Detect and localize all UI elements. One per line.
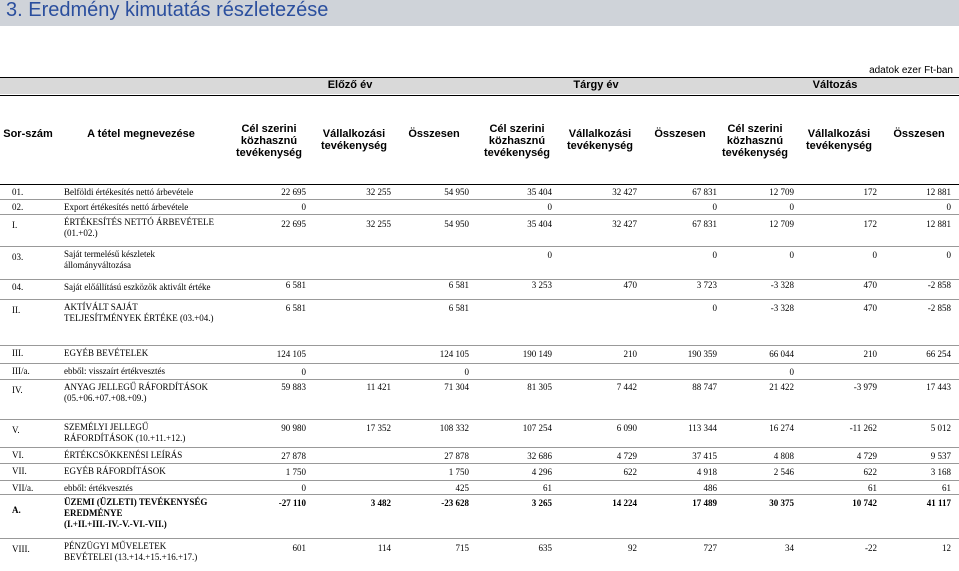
value-cell: 12 <box>942 543 951 553</box>
value-cell: 22 695 <box>281 219 306 229</box>
value-cell: 108 332 <box>439 423 469 433</box>
row-number: 02. <box>12 202 24 212</box>
value-cell: 22 695 <box>281 187 306 197</box>
row-number: 01. <box>12 187 24 197</box>
value-cell: -22 <box>865 543 877 553</box>
row-number: I. <box>12 220 18 230</box>
value-cell: 67 831 <box>692 219 717 229</box>
value-cell: 4 808 <box>773 451 794 461</box>
value-cell: 35 404 <box>527 187 552 197</box>
value-cell: -23 628 <box>441 498 469 508</box>
value-cell: -27 110 <box>278 498 306 508</box>
value-cell: -3 979 <box>853 382 877 392</box>
value-cell: 0 <box>946 202 951 212</box>
value-cell: 4 296 <box>531 467 552 477</box>
col-header-curr-public-benefit: Cél szerini közhasznú tevékenység <box>483 123 551 159</box>
value-cell: 12 881 <box>926 219 951 229</box>
value-cell: 0 <box>547 202 552 212</box>
col-header-change-business: Vállalkozási tevékenység <box>805 128 873 152</box>
value-cell: 6 090 <box>616 423 637 433</box>
value-cell: 622 <box>863 467 877 477</box>
value-cell: 3 482 <box>370 498 391 508</box>
value-cell: 190 149 <box>522 349 552 359</box>
row-number: IV. <box>12 385 23 395</box>
row-label: Saját termelésű készletek állományváltozása <box>64 249 155 270</box>
value-cell: 635 <box>538 543 552 553</box>
value-cell: 0 <box>712 250 717 260</box>
value-cell: -11 262 <box>849 423 877 433</box>
row-divider <box>0 480 959 481</box>
value-cell: 61 <box>942 483 951 493</box>
value-cell: 190 359 <box>687 349 717 359</box>
value-cell: 11 421 <box>366 382 391 392</box>
row-label: ÉRTÉKESÍTÉS NETTÓ ÁRBEVÉTELE (01.+02.) <box>64 217 214 238</box>
value-cell: 124 105 <box>276 349 306 359</box>
value-cell: 470 <box>863 280 877 290</box>
row-label: ÉRTÉKCSÖKKENÉSI LEÍRÁS <box>64 450 183 460</box>
value-cell: 601 <box>292 543 306 553</box>
value-cell: 66 044 <box>769 349 794 359</box>
value-cell: 0 <box>301 483 306 493</box>
row-label: ebből: visszaírt értékvesztés <box>64 366 165 376</box>
value-cell: 12 709 <box>769 219 794 229</box>
value-cell: 0 <box>872 250 877 260</box>
row-label: ÜZEMI (ÜZLETI) TEVÉKENYSÉG EREDMÉNYE (I.+II.+III.-IV.-V.-VI.-VII.) <box>64 497 208 529</box>
col-header-change-public-benefit: Cél szerini közhasznú tevékenység <box>721 123 789 159</box>
unit-note: adatok ezer Ft-ban <box>869 65 953 76</box>
value-cell: 470 <box>863 303 877 313</box>
value-cell: 88 747 <box>692 382 717 392</box>
value-cell: 0 <box>301 202 306 212</box>
value-cell: 27 878 <box>281 451 306 461</box>
row-divider <box>0 363 959 364</box>
value-cell: 34 <box>785 543 794 553</box>
value-cell: 81 305 <box>527 382 552 392</box>
value-cell: 17 352 <box>366 423 391 433</box>
value-cell: 0 <box>547 250 552 260</box>
value-cell: 6 581 <box>285 280 306 290</box>
col-header-prev-public-benefit: Cél szerini közhasznú tevékenység <box>235 123 303 159</box>
value-cell: 54 950 <box>444 187 469 197</box>
value-cell: 59 883 <box>281 382 306 392</box>
row-number: VI. <box>12 450 24 460</box>
row-label: EGYÉB RÁFORDÍTÁSOK <box>64 466 166 476</box>
value-cell: 3 253 <box>531 280 552 290</box>
value-cell: 210 <box>863 349 877 359</box>
value-cell: 12 709 <box>769 187 794 197</box>
row-label: Belföldi értékesítés nettó árbevétele <box>64 187 194 197</box>
col-header-item-name: A tétel megnevezése <box>87 128 195 140</box>
value-cell: 17 489 <box>692 498 717 508</box>
row-divider <box>0 345 959 346</box>
value-cell: -2 858 <box>927 303 951 313</box>
value-cell: 3 265 <box>531 498 552 508</box>
value-cell: 172 <box>863 187 877 197</box>
row-number: A. <box>12 505 21 515</box>
value-cell: 0 <box>464 367 469 377</box>
value-cell: 622 <box>623 467 637 477</box>
value-cell: 66 254 <box>926 349 951 359</box>
value-cell: 0 <box>301 367 306 377</box>
row-divider <box>0 419 959 420</box>
value-cell: 9 537 <box>930 451 951 461</box>
value-cell: 17 443 <box>926 382 951 392</box>
row-label: AKTÍVÁLT SAJÁT TELJESÍTMÉNYEK ÉRTÉKE (03.+04.) <box>64 302 214 323</box>
value-cell: 71 304 <box>444 382 469 392</box>
row-label: ebből: értékvesztés <box>64 483 133 493</box>
value-cell: 6 581 <box>285 303 306 313</box>
value-cell: 107 254 <box>522 423 552 433</box>
row-number: VIII. <box>12 544 30 554</box>
value-cell: 0 <box>789 202 794 212</box>
value-cell: 425 <box>455 483 469 493</box>
value-cell: 32 686 <box>527 451 552 461</box>
value-cell: 61 <box>543 483 552 493</box>
value-cell: 3 168 <box>930 467 951 477</box>
value-cell: 4 729 <box>616 451 637 461</box>
value-cell: 6 581 <box>448 280 469 290</box>
row-label: SZEMÉLYI JELLEGŰ RÁFORDÍTÁSOK (10.+11.+12.) <box>64 422 186 443</box>
value-cell: 0 <box>946 250 951 260</box>
value-cell: 1 750 <box>285 467 306 477</box>
col-header-change-total: Összesen <box>893 128 945 140</box>
value-cell: 32 255 <box>366 187 391 197</box>
value-cell: -3 328 <box>770 303 794 313</box>
row-number: 04. <box>12 282 24 292</box>
row-divider <box>0 299 959 300</box>
value-cell: -3 328 <box>770 280 794 290</box>
value-cell: 0 <box>712 202 717 212</box>
col-header-prev-business: Vállalkozási tevékenység <box>320 128 388 152</box>
col-header-prev-total: Összesen <box>408 128 460 140</box>
row-label: ANYAG JELLEGŰ RÁFORDÍTÁSOK (05.+06.+07.+08.+09.) <box>64 382 208 403</box>
value-cell: 92 <box>628 543 637 553</box>
row-divider <box>0 538 959 539</box>
value-cell: 54 950 <box>444 219 469 229</box>
value-cell: 5 012 <box>930 423 951 433</box>
row-divider <box>0 199 959 200</box>
row-number: III. <box>12 348 24 358</box>
page-title: 3. Eredmény kimutatás részletezése <box>6 0 329 21</box>
value-cell: 727 <box>703 543 717 553</box>
row-label: Export értékesítés nettó árbevétele <box>64 202 189 212</box>
group-header-current-year: Tárgy év <box>573 79 619 91</box>
row-divider <box>0 463 959 464</box>
value-cell: 35 404 <box>527 219 552 229</box>
value-cell: 14 224 <box>612 498 637 508</box>
col-header-curr-business: Vállalkozási tevékenység <box>566 128 634 152</box>
value-cell: 114 <box>377 543 391 553</box>
row-divider <box>0 246 959 247</box>
value-cell: 32 255 <box>366 219 391 229</box>
value-cell: 16 274 <box>769 423 794 433</box>
value-cell: 1 750 <box>448 467 469 477</box>
header-bottom-rule <box>0 184 959 185</box>
row-divider <box>0 494 959 495</box>
value-cell: 113 344 <box>688 423 717 433</box>
group-header-previous-year: Előző év <box>327 79 373 91</box>
value-cell: -2 858 <box>927 280 951 290</box>
value-cell: 90 980 <box>281 423 306 433</box>
row-divider <box>0 379 959 380</box>
value-cell: 470 <box>623 280 637 290</box>
value-cell: 210 <box>623 349 637 359</box>
value-cell: 32 427 <box>612 219 637 229</box>
value-cell: 10 742 <box>852 498 877 508</box>
value-cell: 67 831 <box>692 187 717 197</box>
row-divider <box>0 214 959 215</box>
value-cell: 715 <box>455 543 469 553</box>
row-divider <box>0 447 959 448</box>
value-cell: 0 <box>789 250 794 260</box>
row-label: Saját előállítású eszközök aktivált értéke <box>64 282 211 292</box>
value-cell: 4 918 <box>696 467 717 477</box>
row-number: VII. <box>12 466 27 476</box>
row-number: II. <box>12 305 21 315</box>
value-cell: 21 422 <box>769 382 794 392</box>
group-header-change: Változás <box>812 79 858 91</box>
row-number: VII/a. <box>12 483 34 493</box>
value-cell: 3 723 <box>696 280 717 290</box>
row-divider <box>0 279 959 280</box>
value-cell: 124 105 <box>439 349 469 359</box>
value-cell: 2 546 <box>773 467 794 477</box>
value-cell: 486 <box>703 483 717 493</box>
row-number: 03. <box>12 252 24 262</box>
value-cell: 32 427 <box>612 187 637 197</box>
row-label: PÉNZÜGYI MŰVELETEK BEVÉTELEI (13.+14.+15.+16.+17.) <box>64 541 198 562</box>
row-label: EGYÉB BEVÉTELEK <box>64 348 149 358</box>
col-header-row-number: Sor-szám <box>3 128 53 140</box>
value-cell: 61 <box>868 483 877 493</box>
value-cell: 30 375 <box>769 498 794 508</box>
value-cell: 27 878 <box>444 451 469 461</box>
value-cell: 0 <box>789 367 794 377</box>
value-cell: 172 <box>863 219 877 229</box>
value-cell: 41 117 <box>926 498 951 508</box>
row-number: V. <box>12 425 20 435</box>
value-cell: 7 442 <box>616 382 637 392</box>
value-cell: 12 881 <box>926 187 951 197</box>
value-cell: 4 729 <box>856 451 877 461</box>
value-cell: 6 581 <box>448 303 469 313</box>
col-header-curr-total: Összesen <box>654 128 706 140</box>
row-number: III/a. <box>12 366 30 376</box>
value-cell: 37 415 <box>692 451 717 461</box>
value-cell: 0 <box>712 303 717 313</box>
